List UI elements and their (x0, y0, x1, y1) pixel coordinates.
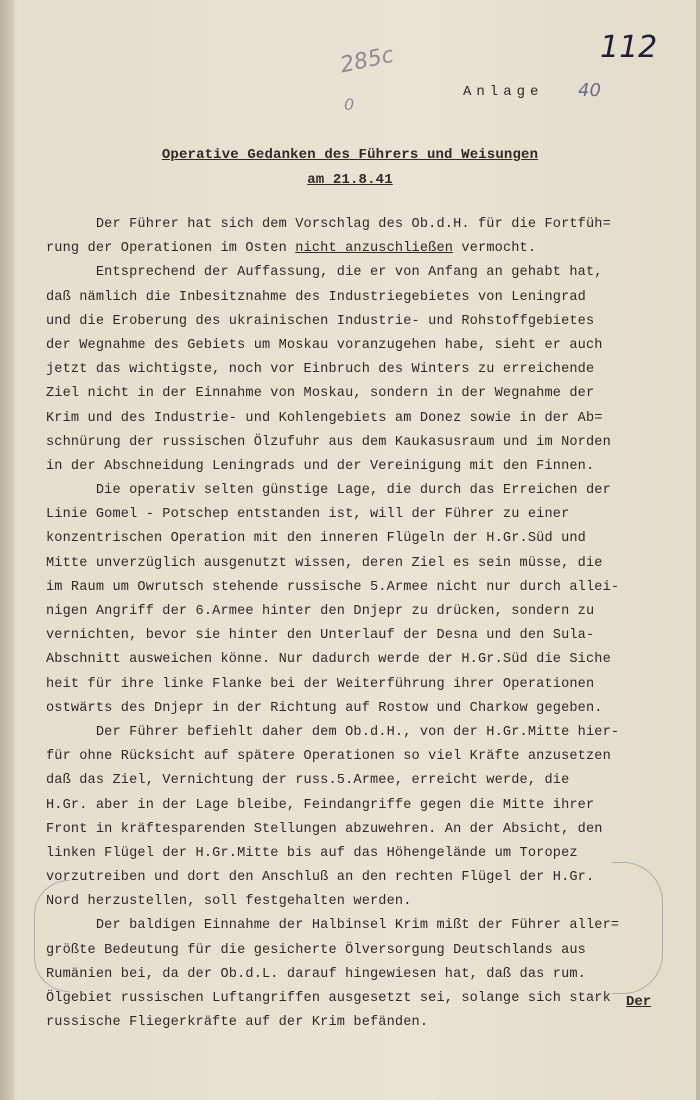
body-line (46, 455, 686, 479)
body-line (46, 1011, 686, 1035)
body-line (46, 673, 686, 697)
folio-number: 112 (600, 30, 658, 65)
body-line (46, 987, 686, 1011)
catchword: Der (626, 994, 652, 1010)
body-line-text: H.Gr. aber in der Lage bleibe, Feindangriffe gegen die Mitte ihrer (46, 797, 595, 813)
body-line-text: Der baldigen Einnahme der Halbinsel Krim mißt der Führer aller= (46, 918, 620, 934)
body-line-text: ostwärts des Dnjepr in der Richtung auf Rostow und Charkow gegeben. (46, 700, 603, 716)
body-line-text: für ohne Rücksicht auf spätere Operationen so viel Kräfte anzusetzen (46, 749, 611, 765)
body-line-text: Nord herzustellen, soll festgehalten werden. (46, 894, 412, 910)
body-line-text: der Wegnahme des Gebiets um Moskau voranzugehen habe, sieht er auch (46, 337, 603, 353)
body-line-text: heit für ihre linke Flanke bei der Weiterführung ihrer Operationen (46, 676, 595, 692)
body-line (46, 624, 686, 648)
body-line-text: nigen Angriff der 6.Armee hinter den Dnjepr zu drücken, sondern zu (46, 604, 595, 619)
body-line (46, 576, 686, 600)
body-line-text: jetzt das wichtigste, noch vor Einbruch des Winters zu erreichende (46, 362, 595, 378)
body-line-text: Mitte unverzüglich ausgenutzt wissen, deren Ziel es sein müsse, die (46, 555, 603, 571)
body-line-text: Die operativ selten günstige Lage, die durch das Erreichen der (46, 483, 611, 499)
body-line-text: daß das Ziel, Vernichtung der russ.5.Armee, erreicht werde, die (46, 773, 570, 789)
body-line (46, 842, 686, 866)
annex-label: Anlage (463, 84, 544, 100)
body-line-text: Krim und des Industrie- und Kohlengebiets am Donez sowie in der Ab= (46, 410, 603, 426)
body-line-text: daß nämlich die Inbesitznahme des Industriegebietes von Leningrad (46, 289, 586, 305)
body-line-text: Ölgebiet russischen Luftangriffen ausgesetzt sei, solange sich stark (46, 991, 611, 1006)
body-line-text: im Raum um Owrutsch stehende russische 5.Armee nicht nur durch allei- (46, 579, 620, 595)
body-line-text: linken Flügel der H.Gr.Mitte bis auf das Höhengelände um Toropez (46, 845, 578, 861)
body-line (46, 721, 686, 745)
body-line (46, 939, 686, 963)
document-title: Operative Gedanken des Führers und Weisungen (161, 147, 539, 163)
body-line (46, 527, 686, 551)
pencil-mark: 285c (337, 42, 397, 79)
body-line-text: rung der Operationen im Osten (46, 241, 296, 257)
body-line-text: Rumänien bei, da der Ob.d.L. darauf hingewiesen hat, daß das rum. (46, 966, 586, 982)
body-line (46, 310, 686, 334)
margin-bracket-mark (34, 880, 69, 992)
annex-number: 40 (578, 80, 601, 101)
body-line (46, 866, 686, 890)
body-line-text: vorzutreiben und dort den Anschluß an den rechten Flügel der H.Gr. (46, 870, 595, 886)
body-line (46, 479, 686, 503)
body-line (46, 818, 686, 842)
body-line-text: Der Führer hat sich dem Vorschlag des Ob.d.H. für die Fortfüh= (46, 217, 611, 232)
body-line-text: russische Fliegerkräfte auf der Krim befänden. (46, 1015, 429, 1031)
body-line (46, 914, 686, 938)
body-line-text: schnürung der russischen Ölzufuhr aus dem Kaukasusraum und im Norden (46, 434, 611, 450)
body-line-text: Der Führer befiehlt daher dem Ob.d.H., von der H.Gr.Mitte hier- (46, 724, 620, 740)
body-line-text: in der Abschneidung Leningrads und der Vereinigung mit den Finnen. (46, 458, 595, 474)
body-line (46, 407, 686, 431)
body-line (46, 697, 686, 721)
body-line-text: konzentrischen Operation mit den inneren Flügeln der H.Gr.Süd und (46, 531, 586, 547)
body-line (46, 648, 686, 672)
body-line (46, 213, 686, 237)
body-line (46, 794, 686, 818)
underlined-phrase: nicht anzuschließen (295, 241, 454, 257)
body-line-text: und die Eroberung des ukrainischen Industrie- und Rohstoffgebietes (46, 313, 595, 329)
body-line (46, 963, 686, 987)
pencil-mark: 0 (344, 95, 355, 114)
body-line (46, 358, 686, 382)
body-line-text: Entsprechend der Auffassung, die er von Anfang an gehabt hat, (46, 265, 603, 281)
body-line (46, 890, 686, 914)
margin-bracket-mark (612, 862, 663, 994)
body-line-text: Linie Gomel - Potschep entstanden ist, will der Führer zu einer (46, 507, 570, 523)
body-line (46, 286, 686, 310)
body-line-text: größte Bedeutung für die gesicherte Ölversorgung Deutschlands aus (46, 942, 586, 958)
body-line (46, 237, 686, 261)
body-line (46, 431, 686, 455)
body-line-text: Front in kräftesparenden Stellungen abzuwehren. An der Absicht, den (46, 821, 603, 837)
body-line-text: Abschnitt ausweichen könne. Nur dadurch werde der H.Gr.Süd die Siche (46, 652, 611, 668)
body-line (46, 769, 686, 793)
body-line (46, 503, 686, 527)
body-line (46, 745, 686, 769)
body-line (46, 261, 686, 285)
page-left-edge (0, 0, 14, 1100)
body-line (46, 382, 686, 406)
document-body (46, 213, 686, 1035)
body-line (46, 600, 686, 624)
body-line (46, 334, 686, 358)
body-line (46, 552, 686, 576)
body-line-text: vermocht. (453, 241, 537, 257)
page-right-edge (696, 0, 700, 1100)
body-line-text: Ziel nicht in der Einnahme von Moskau, sondern in der Wegnahme der (46, 386, 595, 402)
document-date: am 21.8.41 (307, 172, 393, 188)
body-line-text: vernichten, bevor sie hinter den Unterlauf der Desna und den Sula- (46, 628, 595, 644)
